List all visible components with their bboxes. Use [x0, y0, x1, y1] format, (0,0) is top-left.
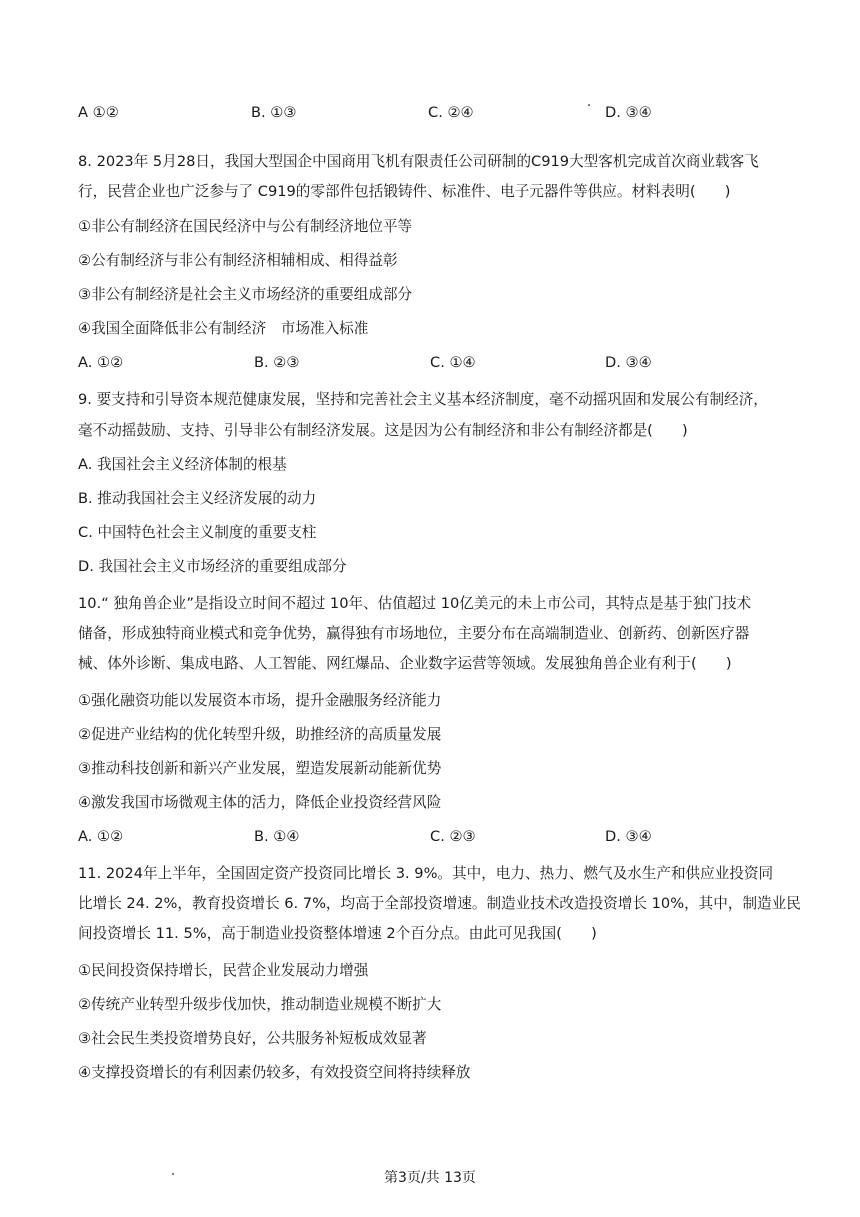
q11-statement-1: ①民间投资保持增长，民营企业发展动力增强	[78, 962, 369, 979]
q8-option-c: C. ①④	[430, 354, 476, 371]
q11-statement-4: ④支撑投资增长的有利因素仍较多，有效投资空间将持续释放	[78, 1064, 471, 1081]
q11-stem-line-1: 11. 2024年上半年，全国固定资产投资同比增长 3. 9%。其中，电力、热力、燃气及水生产和供应业投资同	[78, 865, 774, 882]
q8-statement-3: ③非公有制经济是社会主义市场经济的重要组成部分	[78, 286, 413, 303]
q10-stem-line-2: 储备，形成独特商业模式和竞争优势，赢得独有市场地位，主要分布在高端制造业、创新药、创新医疗器	[78, 625, 750, 642]
q10-statement-2: ②促进产业结构的优化转型升级，助推经济的高质量发展	[78, 726, 442, 743]
q10-statement-4: ④激发我国市场微观主体的活力，降低企业投资经营风险	[78, 794, 442, 811]
page-number: 第3页/共 13页	[384, 1170, 476, 1186]
q11-statement-2: ②传统产业转型升级步伐加快，推动制造业规模不断扩大	[78, 996, 442, 1013]
stray-dot	[588, 104, 590, 106]
q8-option-a: A. ①②	[78, 354, 124, 371]
q10-option-b: B. ①④	[254, 828, 300, 845]
q8-option-b: B. ②③	[254, 354, 300, 371]
q8-stem-line-2: 行，民营企业也广泛参与了 C919的零部件包括锻铸件、标准件、电子元器件等供应。材料表明( )	[78, 183, 731, 200]
q10-option-c: C. ②③	[430, 828, 476, 845]
q8-statement-2: ②公有制经济与非公有制经济相辅相成、相得益彰	[78, 252, 398, 269]
q7-option-b: B. ①③	[251, 104, 297, 121]
q11-stem-line-2: 比增长 24. 2%，教育投资增长 6. 7%，均高于全部投资增速。制造业技术改造投资增长 10%，其中，制造业民	[78, 895, 801, 912]
q7-option-d: D. ③④	[605, 104, 652, 121]
q10-stem-line-1: 10.“ 独角兽企业”是指设立时间不超过 10年、估值超过 10亿美元的未上市公司，其特点是基于独门技术	[78, 595, 752, 612]
q10-option-d: D. ③④	[605, 828, 652, 845]
q9-choice-b: B. 推动我国社会主义经济发展的动力	[78, 490, 317, 507]
q11-stem-line-3: 间投资增长 11. 5%，高于制造业投资整体增速 2个百分点。由此可见我国( )	[78, 925, 597, 942]
q11-statement-3: ③社会民生类投资增势良好，公共服务补短板成效显著	[78, 1030, 427, 1047]
q10-stem-line-3: 械、体外诊断、集成电路、人工智能、网红爆品、企业数字运营等领域。发展独角兽企业有利于( )	[78, 655, 732, 672]
q8-statement-1: ①非公有制经济在国民经济中与公有制经济地位平等	[78, 218, 413, 235]
q9-stem-line-2: 毫不动摇鼓励、支持、引导非公有制经济发展。这是因为公有制经济和非公有制经济都是( )	[78, 422, 688, 439]
q9-choice-c: C. 中国特色社会主义制度的重要支柱	[78, 524, 317, 541]
q10-option-a: A. ①②	[78, 828, 124, 845]
q9-choice-a: A. 我国社会主义经济体制的根基	[78, 456, 287, 473]
q9-choice-d: D. 我国社会主义市场经济的重要组成部分	[78, 558, 347, 575]
q8-statement-4: ④我国全面降低非公有制经济 市场准入标准	[78, 320, 369, 337]
q8-option-d: D. ③④	[605, 354, 652, 371]
q10-statement-3: ③推动科技创新和新兴产业发展，塑造发展新动能新优势	[78, 760, 442, 777]
q8-stem-line-1: 8. 2023年 5月28日，我国大型国企中国商用飞机有限责任公司研制的C919大型客机完成首次商业载客飞	[78, 153, 759, 170]
q9-stem-line-1: 9. 要支持和引导资本规范健康发展，坚持和完善社会主义基本经济制度，毫不动摇巩固和发展公有制经济，	[78, 391, 768, 408]
q10-statement-1: ①强化融资功能以发展资本市场，提升金融服务经济能力	[78, 692, 442, 709]
q7-option-a: A ①②	[78, 104, 119, 121]
q7-option-c: C. ②④	[428, 104, 474, 121]
